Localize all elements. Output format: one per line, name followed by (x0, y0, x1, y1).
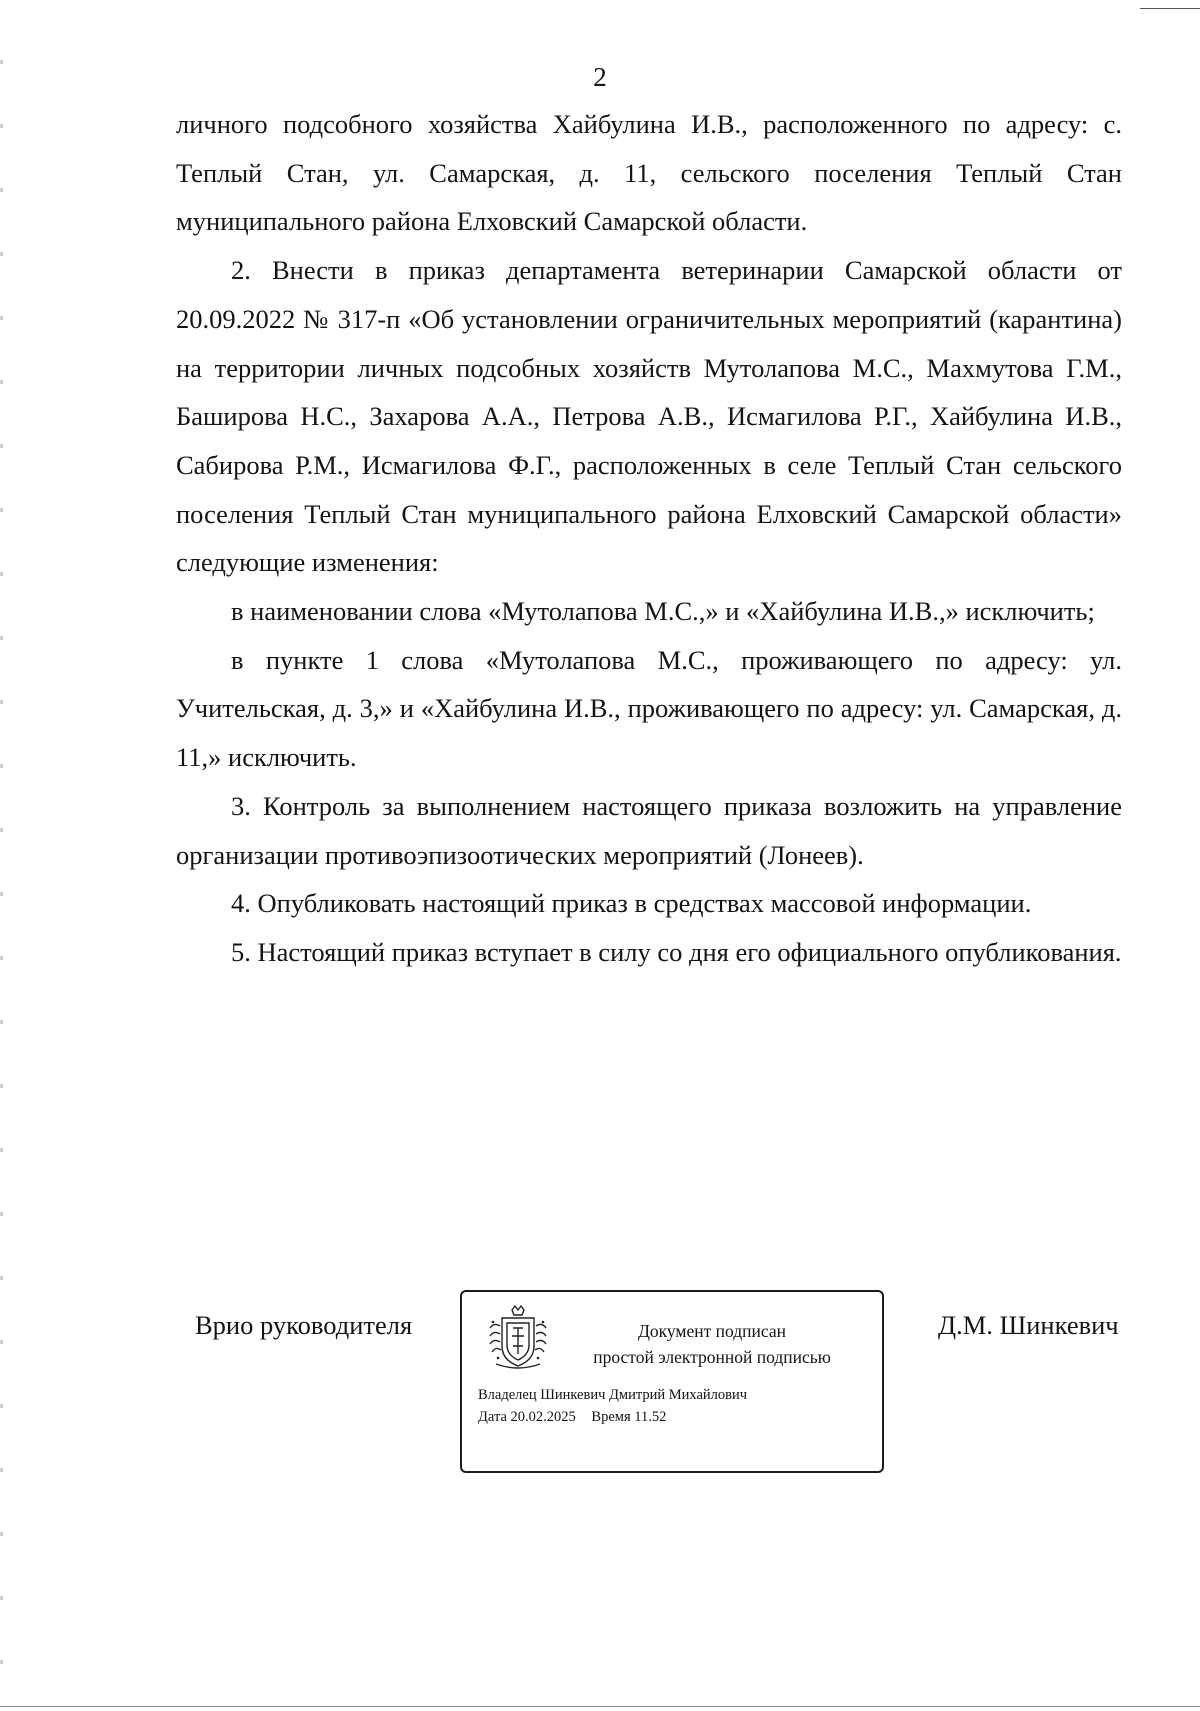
stamp-time-label: Время (591, 1409, 631, 1425)
paragraph-change-title: в наименовании слова «Мутолапова М.С.,» и «Хайбулина И.В.,» исключить; (231, 596, 1095, 627)
stamp-time: 11.52 (634, 1409, 667, 1425)
signer-name: Д.М. Шинкевич (938, 1310, 1119, 1340)
paragraph-item-2: 2. Внести в приказ департамента ветеринарии Самарской области от 20.09.2022 № 317-п «Об установлении ограничительных мероприятий (карантина) на территории личных подсобных хозяйств Мутолапова М.С., Махмутова Г.М., Баширова Н.С., Захарова А.А., Петрова А.В., Исмагилова Р.Г., Хайбулина И.В., Сабирова Р.М., Исмагилова Ф.Г., расположенных в селе Теплый Стан сельского поселения Теплый Стан муниципального района Елховский Самарской области» следующие изменения: (176, 255, 1122, 578)
stamp-date-label: Дата (478, 1409, 507, 1425)
stamp-title (562, 1318, 862, 1370)
paragraph-item-5: 5. Настоящий приказ вступает в силу со дня его официального опубликования. (231, 936, 1122, 967)
paragraph-item-4: 4. Опубликовать настоящий приказ в средствах массовой информации. (231, 888, 1032, 919)
stamp-title-line-2: простой электронной подписью (593, 1347, 831, 1367)
stamp-owner-row (478, 1384, 747, 1406)
electronic-signature-stamp (460, 1290, 884, 1473)
scan-edge-line (1140, 8, 1200, 9)
signer-position: Врио руководителя (195, 1310, 413, 1340)
page-number: 2 (593, 62, 607, 92)
scan-bottom-edge (0, 1706, 1200, 1707)
paragraph-continuation: личного подсобного хозяйства Хайбулина И.В., расположенного по адресу: с. Теплый Стан, ул. Самарская, д. 11, сельского поселения Теплый Стан муниципального района Елховский Самарской области. (176, 109, 1122, 237)
coat-of-arms-icon (482, 1302, 554, 1374)
document-body (176, 100, 1122, 977)
paragraph-item-3: 3. Контроль за выполнением настоящего приказа возложить на управление организации противоэпизоотических мероприятий (Лонеев). (176, 790, 1122, 870)
paragraph-change-point-1: в пункте 1 слова «Мутолапова М.С., проживающего по адресу: ул. Учительская, д. 3,» и «Хайбулина И.В., проживающего по адресу: ул. Самарская, д. 11,» исключить. (176, 644, 1122, 773)
stamp-date-row (478, 1406, 747, 1428)
stamp-title-line-1: Документ подписан (637, 1321, 787, 1341)
signature-block (0, 1290, 1200, 1480)
stamp-details (478, 1384, 747, 1428)
stamp-owner-label: Владелец (478, 1387, 537, 1403)
stamp-owner: Шинкевич Дмитрий Михайлович (540, 1387, 748, 1403)
stamp-date: 20.02.2025 (510, 1409, 576, 1425)
